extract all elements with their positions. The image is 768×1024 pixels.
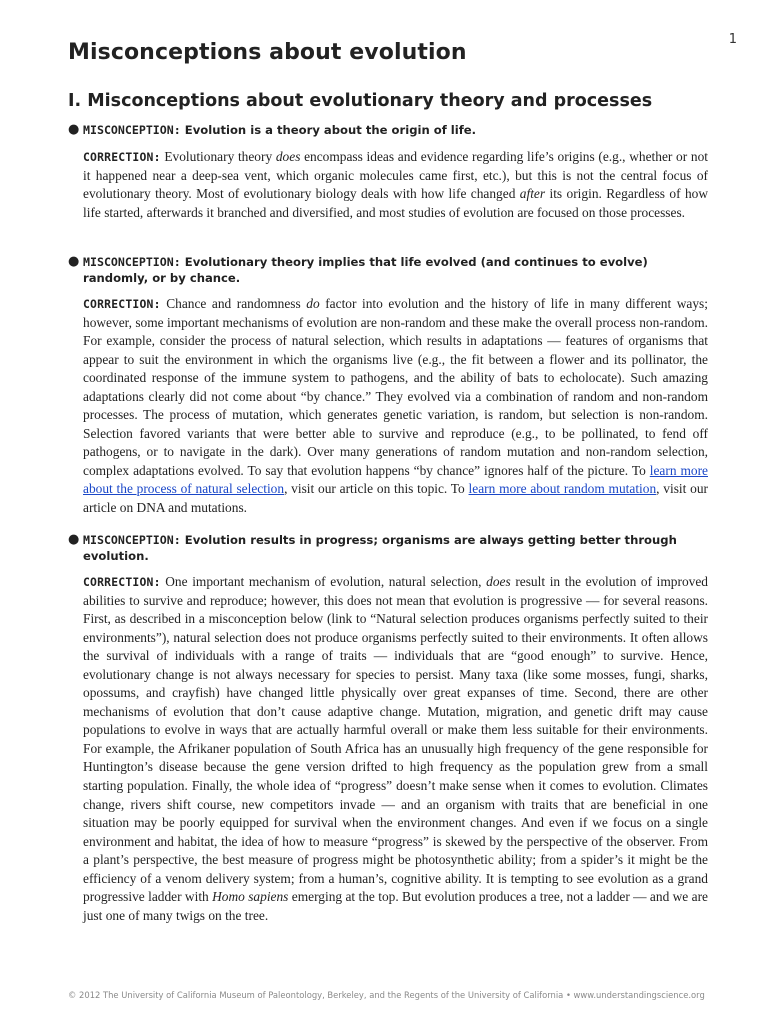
correction-text: factor into evolution and the history of life in many different ways; however, some important mechanisms of evolution are non-random and these make the overall process non-random. For example, consider the process of natural selection, which results in adaptations — features of organisms that appear to suit the environment in which the organisms live (e.g., the fit between a flower and its pollinator, the coordinated response of the immune system to pathogens, and the ability of bats to echolocate). Such amazing adaptations clearly did not come about “by chance.” They evolved via a combination of random and non-random processes. The process of mutation, which generates genetic variation, is random, but selection is non-random. Selection favored variants that were better able to survive and reproduce (e.g., to be pollinated, to fend off pathogens, or to navigate in the dark). Over many generations of random mutation and non-random selection, complex adaptations evolved. To say that evolution happens “by chance” ignores half of the picture. To [83, 296, 708, 478]
correction-text: encompass ideas and evidence regarding life’s origins (e.g., whether or not it happened near a deep-sea vent, which organic molecules came first, etc.), but this is not the central focus of evolutionary theory. Most of evolutionary biology deals with how life changed [83, 149, 708, 202]
correction-text: emerging at the top. But evolution produces a tree, not a ladder — and we are just one of many twigs on the tree. [83, 889, 708, 923]
misconception-text: Evolution is a theory about the origin of life. [184, 123, 477, 137]
misconception-text: Evolutionary theory implies that life evolved (and continues to evolve) randomly, or by chance. [83, 255, 648, 285]
misconception-label: MISCONCEPTION: [83, 533, 181, 547]
section-heading: I. Misconceptions about evolutionary theory and processes [68, 91, 653, 111]
bullet-icon: ● [68, 532, 80, 547]
random-mutation-link[interactable]: learn more about random mutation [468, 481, 657, 497]
misconception-label: MISCONCEPTION: [83, 255, 181, 269]
emphasis-text: does [275, 149, 301, 164]
emphasis-text: does [486, 574, 511, 589]
natural-selection-link[interactable]: learn more about the process of natural selection [83, 462, 708, 497]
correction-paragraph [83, 148, 708, 222]
misconception-heading [83, 122, 708, 138]
correction-text: , visit our article on DNA and mutations. [83, 481, 708, 516]
misconception-text: Evolution results in progress; organisms are always getting better through evolution. [83, 533, 677, 563]
bullet-icon: ● [68, 254, 80, 269]
emphasis-text: do [306, 296, 320, 311]
misconception-heading [83, 254, 708, 286]
correction-text: Chance and randomness [166, 296, 307, 311]
page-title: Misconceptions about evolution [68, 40, 467, 65]
emphasis-text: Homo sapiens [212, 889, 289, 905]
misconception-item-2 [68, 254, 708, 518]
misconception-item-3 [68, 532, 708, 925]
correction-text: Evolutionary theory [164, 149, 276, 164]
correction-text: its origin. Regardless of how life started, afterwards it branched and diversified, and most studies of evolution are focused on those processes. [83, 186, 709, 220]
correction-text: , visit our article on this topic. To [284, 481, 469, 497]
correction-text: result in the evolution of improved abilities to survive and reproduce; however, this does not mean that evolution is progressive — for several reasons. First, as described in a misconception below (link to “Natural selection produces organisms perfectly suited to their environments”), natural selection does not produce organisms perfectly suited to their environments. It often allows the survival of individuals with a range of traits — individuals that are “good enough” to survive. Hence, evolutionary change is not always necessary for species to persist. Many taxa (like some mosses, fungi, sharks, opossums, and crayfish) have changed little physically over great expanses of time. Second, there are other mechanisms of evolution that don’t cause adaptive change. Mutation, migration, and genetic drift may cause populations to evolve in ways that are actually harmful overall or make them less suitable for their environments. For example, the Afrikaner population of South Africa has an unusually high frequency of the gene responsible for Huntington’s disease because the gene version drifted to high frequency as the population grew from a small starting population. Finally, the whole idea of “progress” doesn’t make sense when it comes to evolution. Climates change, rivers shift course, new competitors invade — and an organism with traits that are beneficial in one situation may be poorly equipped for survival when the environment changes. And even if we focus on a single environment and habitat, the idea of how to measure “progress” is skewed by the perspective of the observer. From a plant’s perspective, the best measure of progress might be photosynthetic ability; from a spider’s it might be the efficiency of a venom delivery system; from a human’s, cognitive ability. It is tempting to see evolution as a grand progressive ladder with [83, 574, 708, 905]
bullet-icon: ● [68, 122, 80, 137]
page-number: 1 [728, 32, 737, 47]
misconception-heading [83, 532, 708, 564]
misconception-label: MISCONCEPTION: [83, 123, 181, 137]
footer-copyright: © 2012 The University of California Museum of Paleontology, Berkeley, and the Regents of the University of California • www.understandingscience.org [68, 990, 705, 1000]
correction-paragraph [83, 295, 708, 518]
emphasis-text: after [519, 186, 546, 202]
correction-paragraph [83, 573, 708, 925]
misconception-item-1 [68, 122, 708, 222]
correction-label: CORRECTION: [83, 575, 161, 589]
correction-label: CORRECTION: [83, 297, 161, 311]
correction-label: CORRECTION: [83, 150, 161, 164]
correction-text: One important mechanism of evolution, natural selection, [165, 574, 487, 589]
